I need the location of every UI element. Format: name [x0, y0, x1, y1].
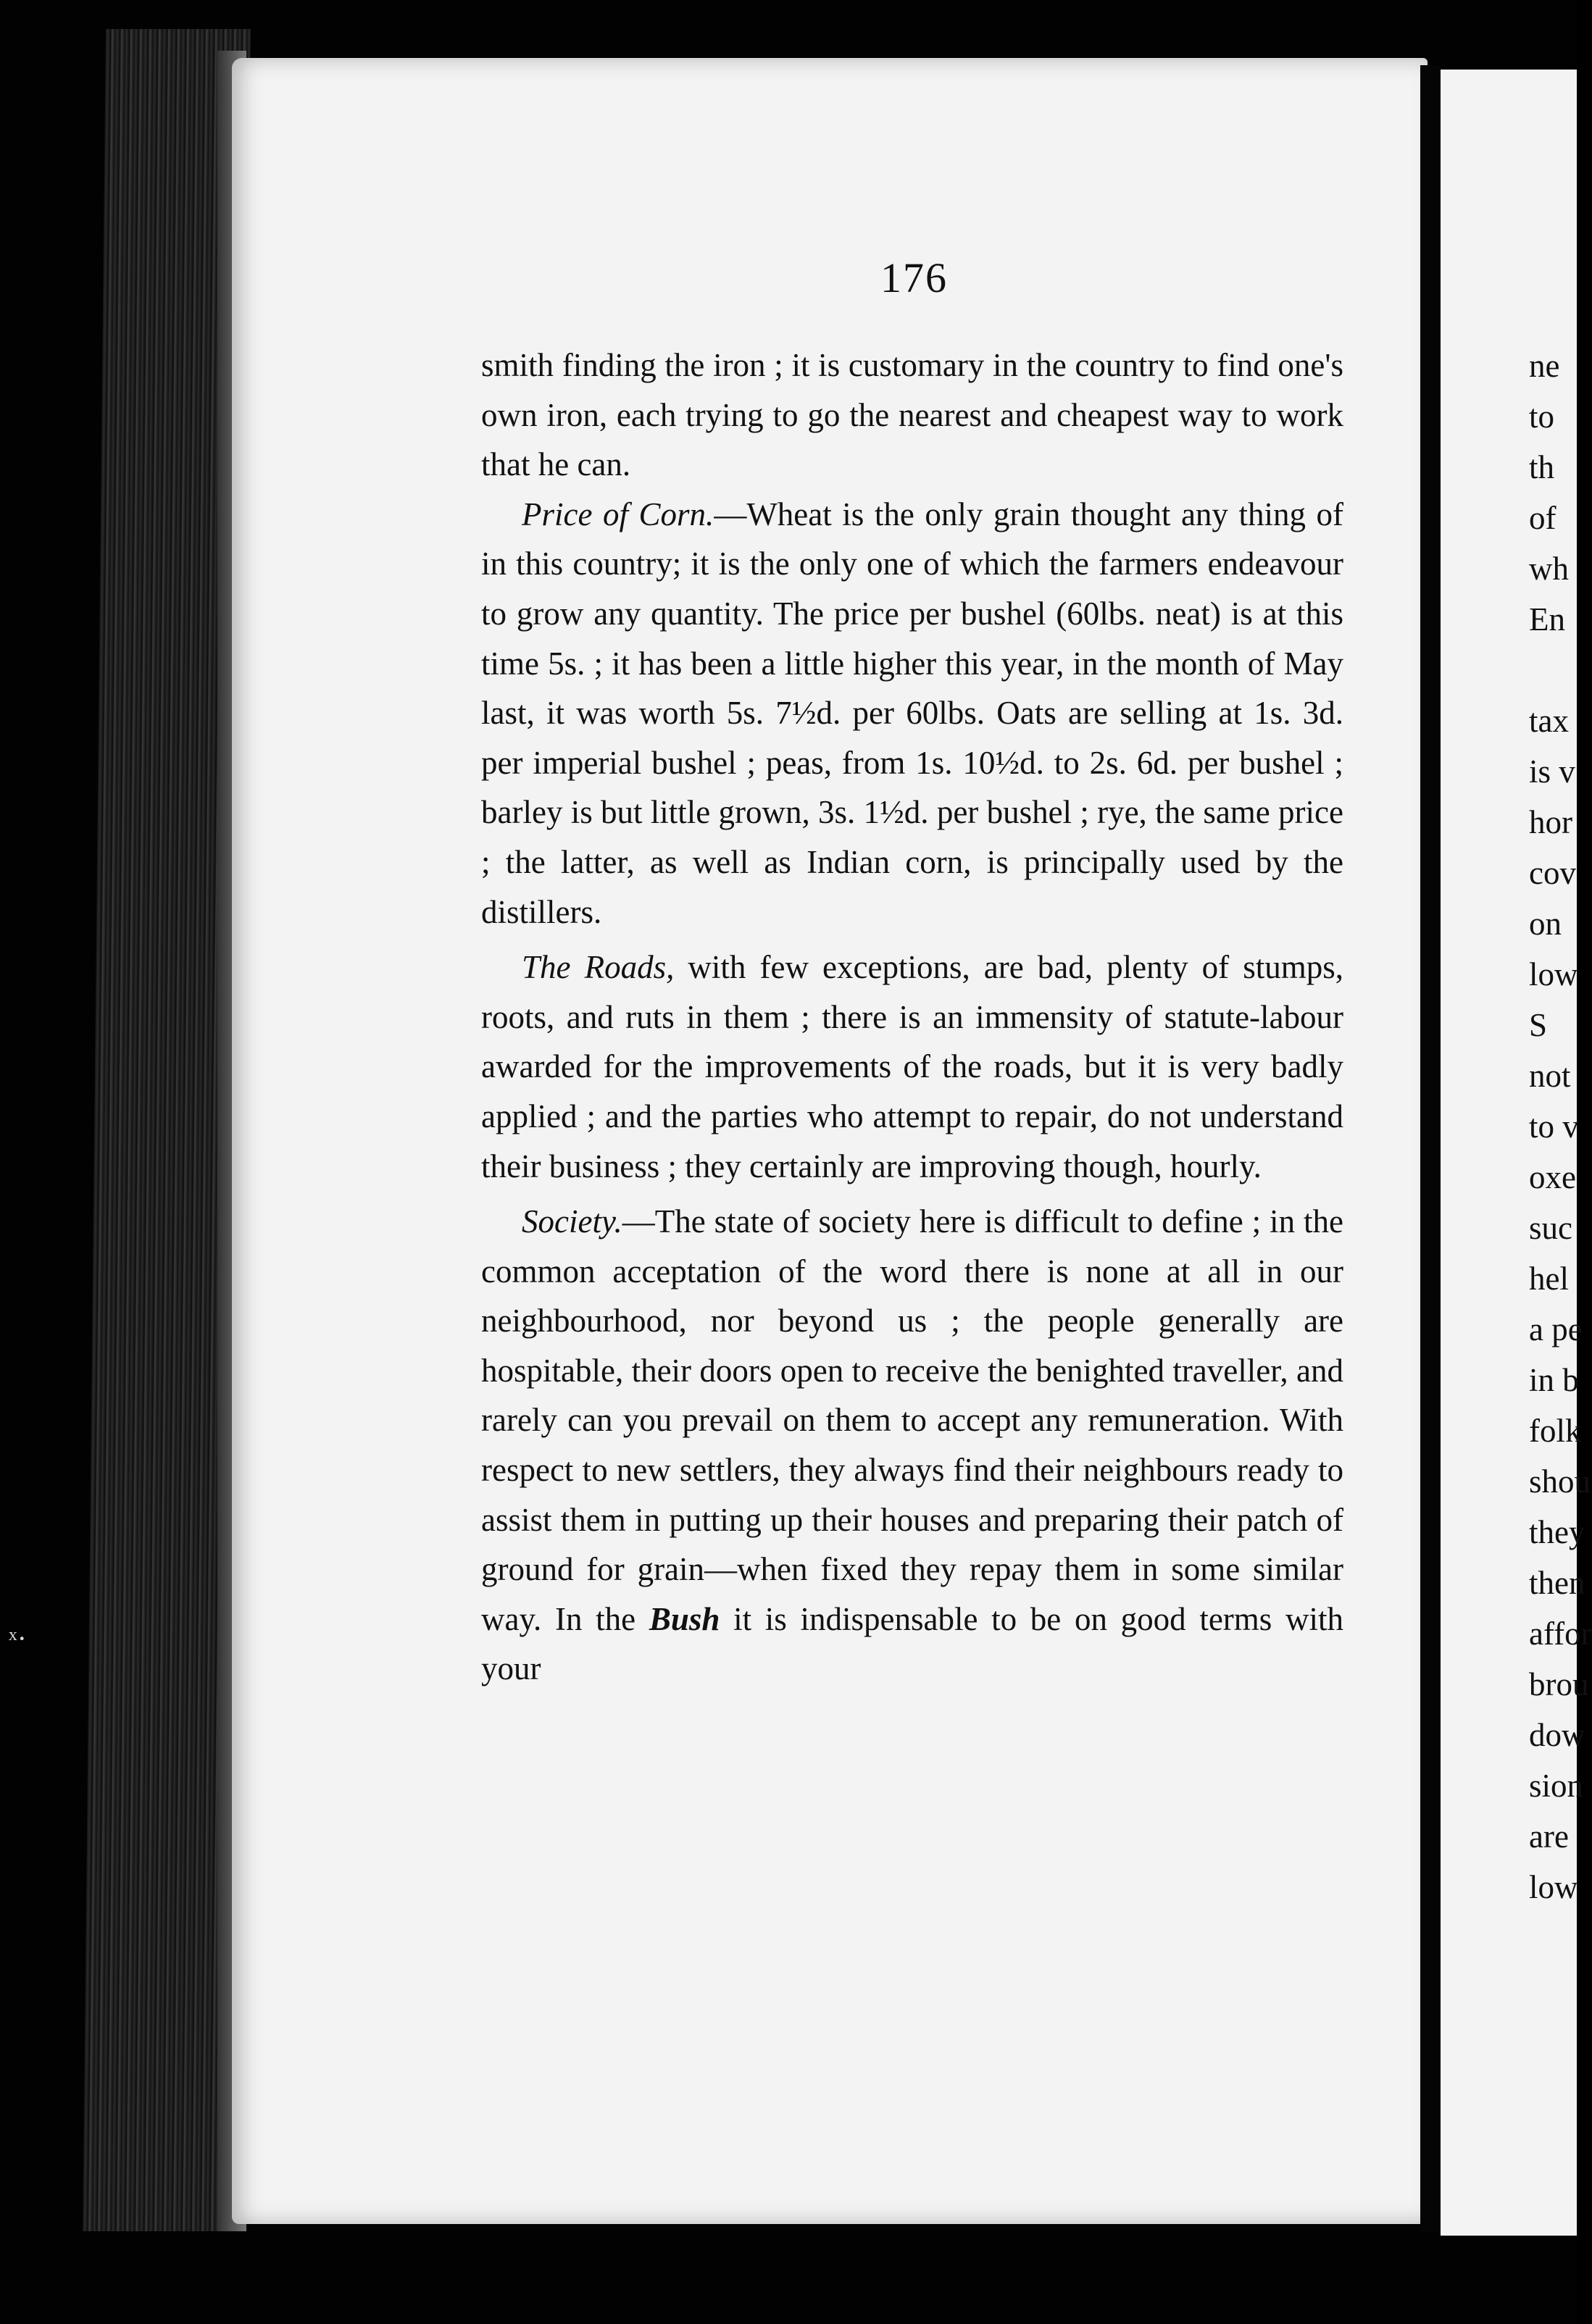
fragment-line: are: [1529, 1818, 1569, 1855]
fragment-line: ne: [1529, 348, 1560, 384]
heading-roads: The Roads,: [522, 949, 675, 986]
paragraph-society-text: —The state of society here is difficult to define ; in the common acceptation of the word there is none at all in our neighbourhood, nor beyond us ; the people generally are hospitable, their doors open to receive the benighted traveller, and rarely can you prevail on them to accept any remuneration. With respect to new settlers, they always find their neighbours ready to assist them in putting up their houses and preparing their patch of ground for grain—when fixed they repay them in some similar way. In the: [481, 1203, 1343, 1637]
fragment-line: to v: [1529, 1108, 1579, 1145]
fragment-line: brou: [1529, 1666, 1589, 1702]
fragment-line: tax: [1529, 703, 1569, 739]
heading-society: Society.: [522, 1203, 622, 1240]
emphasis-bush: Bush: [649, 1600, 720, 1637]
page-number: 176: [880, 254, 948, 301]
fragment-line: low: [1529, 956, 1578, 992]
fragment-line: folk: [1529, 1413, 1582, 1449]
fragment-line: hel: [1529, 1261, 1569, 1297]
fragment-line: S: [1529, 1007, 1548, 1043]
paragraph-price-of-corn-text: —Wheat is the only grain thought any thing of in this country; it is the only one of which the farmers endeavour to grow any quantity. The price per bushel (60lbs. neat) is at this time 5s. ; it has been a little higher this year, in the month of May last, it was worth 5s. 7½d. per 60lbs. Oats are selling at 1s. 3d. per imperial bushel ; peas, from 1s. 10½d. to 2s. 6d. per bushel ; barley is but little grown, 3s. 1½d. per bushel ; rye, the same price ; the latter, as well as Indian corn, is principally used by the distillers.: [481, 496, 1343, 930]
fragment-line: of: [1529, 500, 1556, 536]
fragment-line: in b: [1529, 1362, 1579, 1398]
paragraph-society-tail: it is indispensable to be on good terms with your: [481, 1600, 1343, 1687]
fragment-line: suc: [1529, 1210, 1572, 1246]
fragment-line: they: [1529, 1514, 1585, 1550]
heading-price-of-corn: Price of Corn.: [522, 496, 714, 532]
scan-speck: ˣ·: [9, 1622, 27, 1655]
fragment-line: hor: [1529, 804, 1572, 840]
body-text: [481, 340, 1343, 1694]
fragment-line: dow: [1529, 1717, 1585, 1753]
paragraph-price-of-corn: [481, 490, 1343, 937]
fragment-line: oxe: [1529, 1159, 1576, 1195]
right-page-text-fragments: [1529, 340, 1592, 1913]
fragment-line: sion: [1529, 1768, 1584, 1804]
fragment-line: to: [1529, 398, 1555, 435]
fragment-line: on: [1529, 906, 1562, 942]
fragment-line: not: [1529, 1058, 1571, 1094]
book-gutter: [1420, 65, 1441, 2231]
paragraph-roads: [481, 942, 1343, 1191]
paragraph-1: smith finding the iron ; it is customary in the country to find one's own iron, each trying to go the nearest and cheapest way to work that he can.: [481, 347, 1343, 483]
fragment-line: En: [1529, 601, 1565, 638]
fragment-line: then: [1529, 1565, 1585, 1601]
fragment-line: shou: [1529, 1463, 1591, 1500]
fragment-line: low: [1529, 1869, 1578, 1905]
fragment-line: a pe: [1529, 1311, 1583, 1347]
paragraph-roads-text: with few exceptions, are bad, plenty of stumps, roots, and ruts in them ; there is an immensity of statute-labour awarded for the improvements of the roads, but it is very badly applied ; and the parties who attempt to repair, do not understand their business ; they certainly are improving though, hourly.: [481, 949, 1343, 1184]
fragment-line: is v: [1529, 753, 1575, 790]
fragment-line: cov: [1529, 855, 1576, 891]
fragment-line: [1529, 645, 1587, 695]
paragraph-society: [481, 1197, 1343, 1694]
fragment-line: th: [1529, 449, 1555, 485]
fragment-line: affor: [1529, 1615, 1592, 1652]
fragment-line: wh: [1529, 551, 1569, 587]
